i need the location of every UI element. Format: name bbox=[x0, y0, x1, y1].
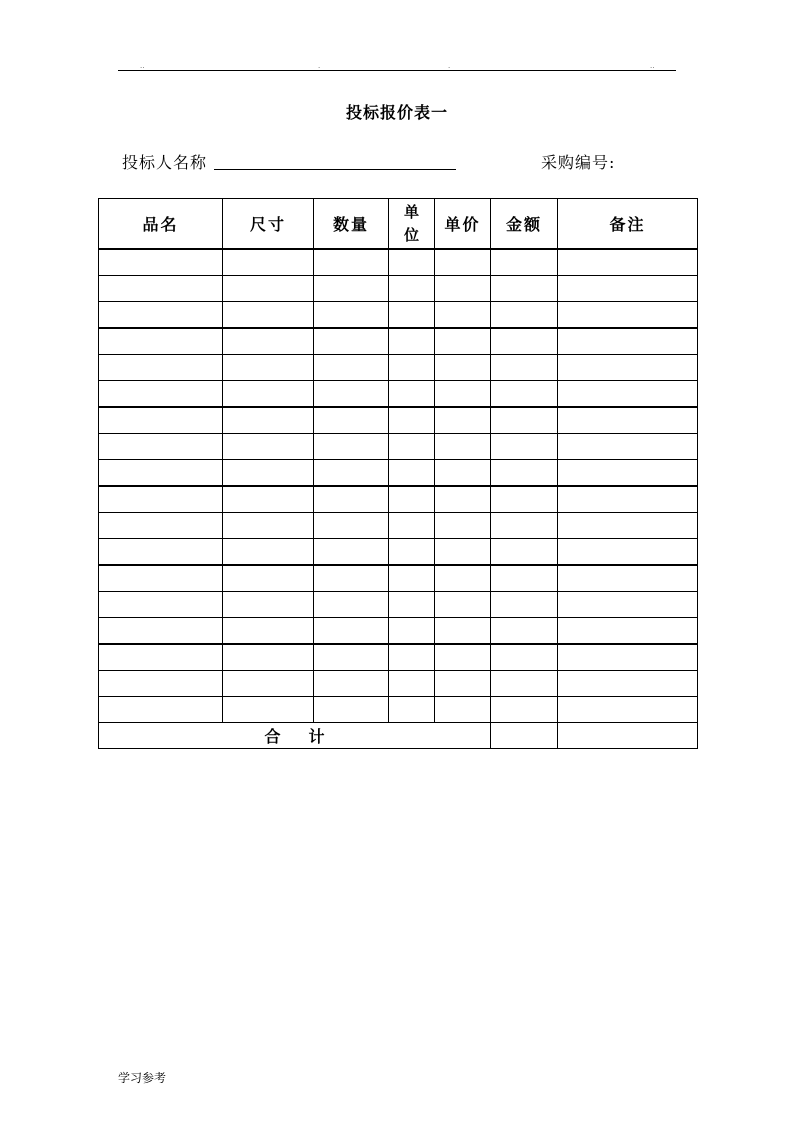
cell-size[interactable] bbox=[223, 381, 314, 408]
table-row bbox=[99, 697, 698, 723]
cell-unit[interactable] bbox=[389, 513, 435, 539]
cell-size[interactable] bbox=[223, 592, 314, 618]
cell-size[interactable] bbox=[223, 618, 314, 645]
cell-product-name[interactable] bbox=[99, 355, 223, 381]
cell-amount[interactable] bbox=[491, 644, 558, 671]
cell-size[interactable] bbox=[223, 328, 314, 355]
header-quantity: 数量 bbox=[314, 199, 389, 250]
table-row bbox=[99, 302, 698, 329]
cell-remarks[interactable] bbox=[558, 434, 698, 460]
table-row bbox=[99, 434, 698, 460]
cell-remarks[interactable] bbox=[558, 407, 698, 434]
cell-amount[interactable] bbox=[491, 513, 558, 539]
cell-unit-price[interactable] bbox=[435, 565, 491, 592]
total-row bbox=[99, 723, 698, 749]
cell-quantity[interactable] bbox=[314, 355, 389, 381]
cell-unit-price[interactable] bbox=[435, 328, 491, 355]
cell-unit-price[interactable] bbox=[435, 276, 491, 302]
cell-unit[interactable] bbox=[389, 644, 435, 671]
cell-remarks[interactable] bbox=[558, 302, 698, 329]
cell-size[interactable] bbox=[223, 671, 314, 697]
cell-unit[interactable] bbox=[389, 592, 435, 618]
cell-size[interactable] bbox=[223, 565, 314, 592]
table-row bbox=[99, 671, 698, 697]
cell-unit[interactable] bbox=[389, 671, 435, 697]
cell-size[interactable] bbox=[223, 434, 314, 460]
cell-remarks[interactable] bbox=[558, 355, 698, 381]
cell-product-name[interactable] bbox=[99, 460, 223, 487]
purchase-number-label: 采购编号: bbox=[541, 153, 616, 172]
cell-amount[interactable] bbox=[491, 249, 558, 276]
cell-amount[interactable] bbox=[491, 328, 558, 355]
cell-amount[interactable] bbox=[491, 697, 558, 723]
table-row bbox=[99, 328, 698, 355]
table-row bbox=[99, 513, 698, 539]
cell-quantity[interactable] bbox=[314, 249, 389, 276]
cell-amount[interactable] bbox=[491, 539, 558, 566]
cell-unit[interactable] bbox=[389, 276, 435, 302]
table-row bbox=[99, 644, 698, 671]
cell-size[interactable] bbox=[223, 302, 314, 329]
cell-amount[interactable] bbox=[491, 592, 558, 618]
cell-remarks[interactable] bbox=[558, 486, 698, 513]
bidder-name-field[interactable] bbox=[214, 169, 456, 170]
cell-unit[interactable] bbox=[389, 249, 435, 276]
cell-unit[interactable] bbox=[389, 434, 435, 460]
cell-product-name[interactable] bbox=[99, 434, 223, 460]
cell-amount[interactable] bbox=[491, 276, 558, 302]
cell-product-name[interactable] bbox=[99, 276, 223, 302]
cell-remarks[interactable] bbox=[558, 460, 698, 487]
total-label-cell bbox=[99, 723, 491, 749]
cell-remarks[interactable] bbox=[558, 644, 698, 671]
total-amount-cell[interactable] bbox=[491, 723, 558, 749]
table-row bbox=[99, 460, 698, 487]
cell-unit[interactable] bbox=[389, 539, 435, 566]
cell-quantity[interactable] bbox=[314, 434, 389, 460]
header-unit-line: 位 bbox=[403, 225, 419, 244]
cell-size[interactable] bbox=[223, 486, 314, 513]
cell-quantity[interactable] bbox=[314, 460, 389, 487]
cell-quantity[interactable] bbox=[314, 618, 389, 645]
cell-quantity[interactable] bbox=[314, 697, 389, 723]
cell-remarks[interactable] bbox=[558, 276, 698, 302]
cell-remarks[interactable] bbox=[558, 671, 698, 697]
cell-unit[interactable] bbox=[389, 565, 435, 592]
cell-unit-price[interactable] bbox=[435, 381, 491, 408]
cell-unit-price[interactable] bbox=[435, 618, 491, 645]
cell-product-name[interactable] bbox=[99, 302, 223, 329]
cell-amount[interactable] bbox=[491, 355, 558, 381]
header-unit-price: 单价 bbox=[435, 199, 491, 250]
header-mark: . bbox=[318, 62, 321, 70]
cell-unit-price[interactable] bbox=[435, 355, 491, 381]
cell-size[interactable] bbox=[223, 407, 314, 434]
cell-unit[interactable] bbox=[389, 618, 435, 645]
cell-product-name[interactable] bbox=[99, 671, 223, 697]
cell-amount[interactable] bbox=[491, 302, 558, 329]
cell-quantity[interactable] bbox=[314, 671, 389, 697]
bidder-name-label: 投标人名称 bbox=[122, 153, 208, 172]
cell-product-name[interactable] bbox=[99, 592, 223, 618]
header-mark: .. bbox=[650, 62, 655, 70]
cell-product-name[interactable] bbox=[99, 249, 223, 276]
table-row bbox=[99, 381, 698, 408]
cell-unit[interactable] bbox=[389, 486, 435, 513]
table-row bbox=[99, 249, 698, 276]
cell-unit-price[interactable] bbox=[435, 644, 491, 671]
table-row bbox=[99, 486, 698, 513]
header-unit-line: 单 bbox=[403, 202, 419, 221]
cell-amount[interactable] bbox=[491, 407, 558, 434]
cell-remarks[interactable] bbox=[558, 513, 698, 539]
total-remarks-cell[interactable] bbox=[558, 723, 698, 749]
cell-unit-price[interactable] bbox=[435, 302, 491, 329]
cell-size[interactable] bbox=[223, 249, 314, 276]
cell-remarks[interactable] bbox=[558, 539, 698, 566]
cell-unit[interactable] bbox=[389, 460, 435, 487]
cell-unit-price[interactable] bbox=[435, 697, 491, 723]
cell-product-name[interactable] bbox=[99, 539, 223, 566]
cell-unit-price[interactable] bbox=[435, 671, 491, 697]
cell-amount[interactable] bbox=[491, 618, 558, 645]
page-title: 投标报价表一 bbox=[345, 103, 448, 122]
cell-remarks[interactable] bbox=[558, 618, 698, 645]
header-size: 尺寸 bbox=[223, 199, 314, 250]
header-unit bbox=[389, 199, 435, 250]
cell-unit-price[interactable] bbox=[435, 513, 491, 539]
cell-quantity[interactable] bbox=[314, 539, 389, 566]
cell-remarks[interactable] bbox=[558, 565, 698, 592]
header-rule bbox=[118, 70, 676, 71]
table-row bbox=[99, 355, 698, 381]
cell-quantity[interactable] bbox=[314, 328, 389, 355]
header-row bbox=[99, 199, 698, 250]
cell-quantity[interactable] bbox=[314, 407, 389, 434]
cell-size[interactable] bbox=[223, 697, 314, 723]
cell-product-name[interactable] bbox=[99, 697, 223, 723]
cell-size[interactable] bbox=[223, 644, 314, 671]
cell-unit-price[interactable] bbox=[435, 249, 491, 276]
table-row bbox=[99, 565, 698, 592]
cell-product-name[interactable] bbox=[99, 328, 223, 355]
header-amount: 金额 bbox=[491, 199, 558, 250]
cell-size[interactable] bbox=[223, 276, 314, 302]
cell-unit[interactable] bbox=[389, 328, 435, 355]
table-row bbox=[99, 618, 698, 645]
cell-quantity[interactable] bbox=[314, 381, 389, 408]
table-body bbox=[99, 249, 698, 723]
cell-unit-price[interactable] bbox=[435, 407, 491, 434]
cell-unit-price[interactable] bbox=[435, 434, 491, 460]
cell-size[interactable] bbox=[223, 513, 314, 539]
cell-product-name[interactable] bbox=[99, 407, 223, 434]
cell-size[interactable] bbox=[223, 355, 314, 381]
header-remarks: 备注 bbox=[558, 199, 698, 250]
table-row bbox=[99, 276, 698, 302]
cell-quantity[interactable] bbox=[314, 276, 389, 302]
cell-unit[interactable] bbox=[389, 697, 435, 723]
cell-unit-price[interactable] bbox=[435, 460, 491, 487]
cell-quantity[interactable] bbox=[314, 486, 389, 513]
total-label: 合计 bbox=[264, 727, 353, 746]
cell-quantity[interactable] bbox=[314, 513, 389, 539]
cell-amount[interactable] bbox=[491, 381, 558, 408]
header-mark: .. bbox=[140, 62, 145, 70]
cell-product-name[interactable] bbox=[99, 381, 223, 408]
table-row bbox=[99, 407, 698, 434]
footer-text: 学习参考 bbox=[118, 1071, 167, 1085]
cell-product-name[interactable] bbox=[99, 618, 223, 645]
cell-size[interactable] bbox=[223, 460, 314, 487]
cell-remarks[interactable] bbox=[558, 697, 698, 723]
cell-unit[interactable] bbox=[389, 302, 435, 329]
cell-amount[interactable] bbox=[491, 434, 558, 460]
table-row bbox=[99, 539, 698, 566]
cell-product-name[interactable] bbox=[99, 513, 223, 539]
cell-unit-price[interactable] bbox=[435, 592, 491, 618]
header-mark: . bbox=[448, 62, 451, 70]
cell-amount[interactable] bbox=[491, 460, 558, 487]
cell-quantity[interactable] bbox=[314, 565, 389, 592]
cell-remarks[interactable] bbox=[558, 249, 698, 276]
cell-quantity[interactable] bbox=[314, 592, 389, 618]
cell-unit-price[interactable] bbox=[435, 486, 491, 513]
cell-size[interactable] bbox=[223, 539, 314, 566]
cell-unit[interactable] bbox=[389, 381, 435, 408]
cell-product-name[interactable] bbox=[99, 565, 223, 592]
cell-remarks[interactable] bbox=[558, 328, 698, 355]
cell-unit[interactable] bbox=[389, 355, 435, 381]
cell-product-name[interactable] bbox=[99, 644, 223, 671]
cell-amount[interactable] bbox=[491, 671, 558, 697]
header-product-name: 品名 bbox=[99, 199, 223, 250]
cell-quantity[interactable] bbox=[314, 644, 389, 671]
cell-remarks[interactable] bbox=[558, 592, 698, 618]
cell-unit-price[interactable] bbox=[435, 539, 491, 566]
cell-quantity[interactable] bbox=[314, 302, 389, 329]
cell-unit[interactable] bbox=[389, 407, 435, 434]
quote-table bbox=[98, 198, 698, 749]
table-row bbox=[99, 592, 698, 618]
cell-amount[interactable] bbox=[491, 565, 558, 592]
cell-product-name[interactable] bbox=[99, 486, 223, 513]
cell-remarks[interactable] bbox=[558, 381, 698, 408]
cell-amount[interactable] bbox=[491, 486, 558, 513]
